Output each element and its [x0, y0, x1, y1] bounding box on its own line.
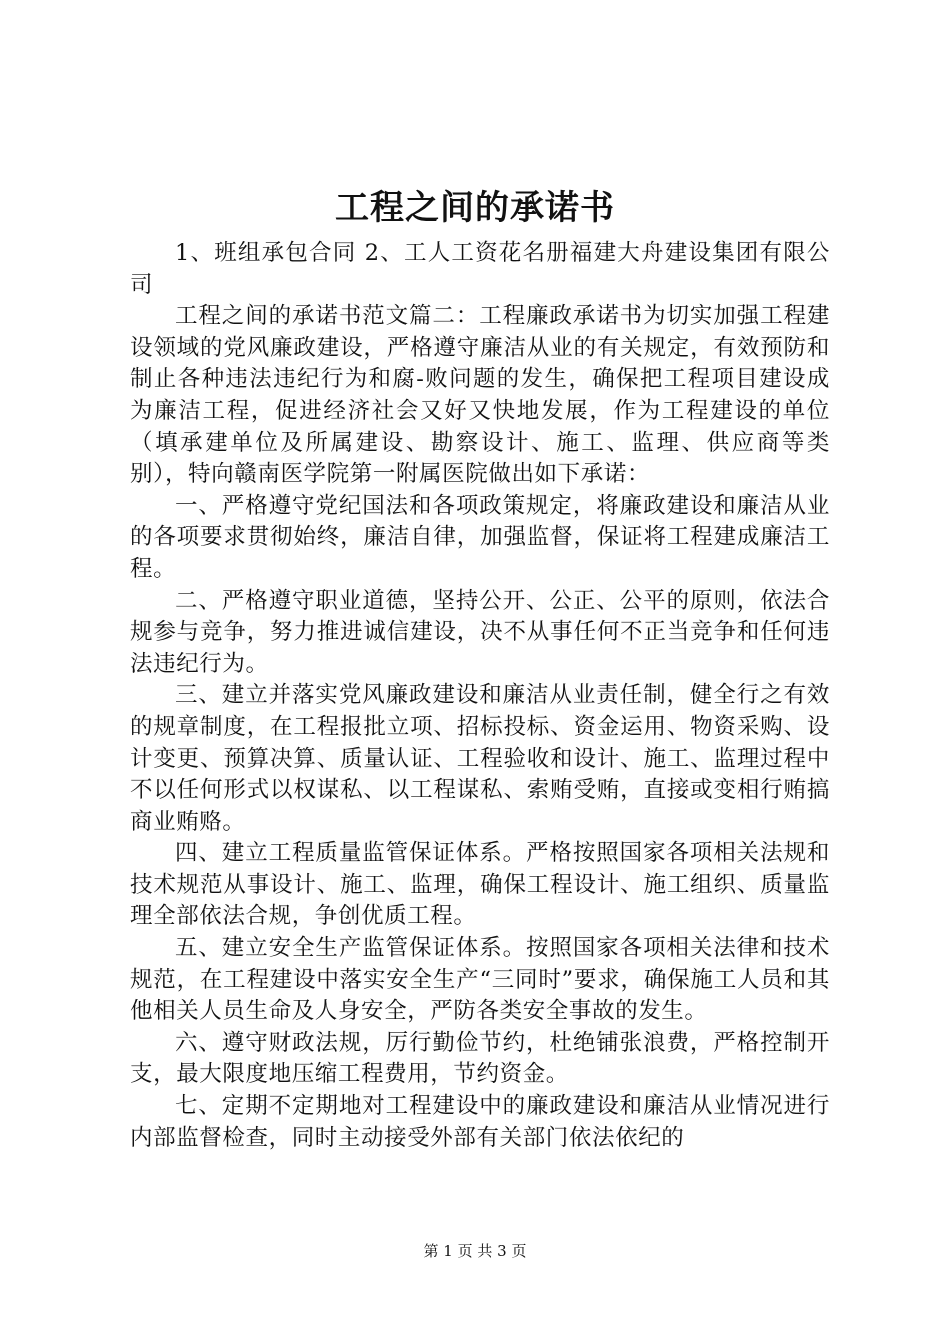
document-title: 工程之间的承诺书 [335, 188, 615, 228]
document-body [130, 238, 830, 1154]
paragraph-2: 工程之间的承诺书范文篇二：工程廉政承诺书为切实加强工程建设领域的党风廉政建设，严格遵守廉洁从业的有关规定，有效预防和制止各种违法违纪行为和腐-败问题的发生，确保把工程项目建设成为廉洁工程，促进经济社会又好又快地发展，作为工程建设的单位（填承建单位及所属建设、勘察设计、施工、监理、供应商等类别），特向赣南医学院第一附属医院做出如下承诺： [130, 303, 830, 488]
paragraph-6: 四、建立工程质量监管保证体系。严格按照国家各项相关法规和技术规范从事设计、施工、监理，确保工程设计、施工组织、质量监理全部依法合规，争创优质工程。 [130, 840, 830, 930]
paragraph-1: 1、班组承包合同 2、工人工资花名册福建大舟建设集团有限公司 [130, 240, 830, 298]
paragraph-5: 三、建立并落实党风廉政建设和廉洁从业责任制，健全行之有效的规章制度，在工程报批立项、招标投标、资金运用、物资采购、设计变更、预算决算、质量认证、工程验收和设计、施工、监理过程中不以任何形式以权谋私、以工程谋私、索贿受贿，直接或变相行贿搞商业贿赂。 [130, 682, 830, 835]
page-number-footer: 第 1 页 共 3 页 [423, 1242, 527, 1260]
paragraph-7: 五、建立安全生产监管保证体系。按照国家各项相关法律和技术规范，在工程建设中落实安全生产“三同时”要求，确保施工人员和其他相关人员生命及人身安全，严防各类安全事故的发生。 [130, 935, 830, 1025]
paragraph-8: 六、遵守财政法规，厉行勤俭节约，杜绝铺张浪费，严格控制开支，最大限度地压缩工程费用，节约资金。 [130, 1029, 830, 1088]
paragraph-9: 七、定期不定期地对工程建设中的廉政建设和廉洁从业情况进行内部监督检查，同时主动接受外部有关部门依法依纪的 [130, 1093, 830, 1151]
paragraph-4: 二、严格遵守职业道德，坚持公开、公正、公平的原则，依法合规参与竞争，努力推进诚信建设，决不从事任何不正当竞争和任何违法违纪行为。 [130, 587, 830, 677]
paragraph-3: 一、严格遵守党纪国法和各项政策规定，将廉政建设和廉洁从业的各项要求贯彻始终，廉洁自律，加强监督，保证将工程建成廉洁工程。 [130, 492, 830, 582]
